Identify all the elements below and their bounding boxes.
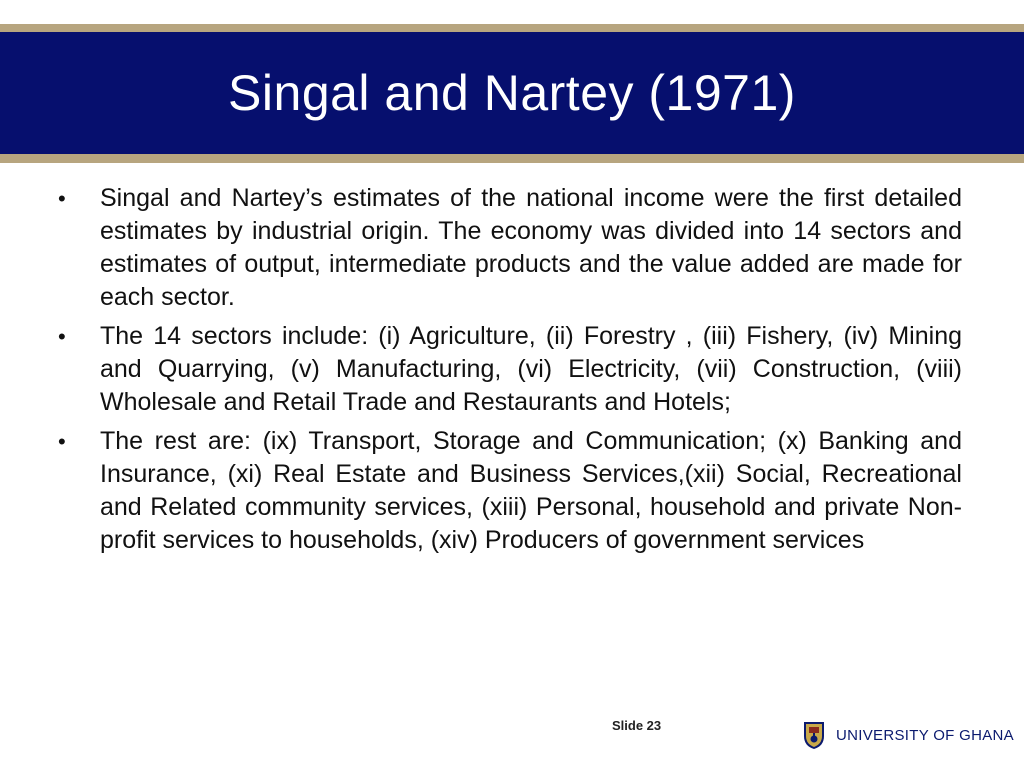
bullet-item (56, 182, 962, 314)
bullet-icon: • (58, 324, 66, 349)
bullet-item (56, 425, 962, 557)
slide-number: Slide 23 (612, 718, 662, 733)
top-accent-band (0, 24, 1024, 32)
bullet-item (56, 320, 962, 419)
bullet-list (56, 182, 962, 563)
bottom-accent-band (0, 154, 1024, 163)
bullet-icon: • (58, 429, 66, 454)
bullet-icon: • (58, 186, 66, 211)
university-name: UNIVERSITY OF GHANA (836, 726, 1014, 744)
university-crest-icon (802, 720, 826, 750)
bullet-text: Singal and Nartey’s estimates of the national income were the first detailed estimates by industrial origin. The economy was divided into 14 sectors and estimates of output, intermediate products and the value added are made for each sector. (100, 184, 962, 311)
university-logo (802, 718, 1014, 752)
slide-title: Singal and Nartey (1971) (228, 65, 796, 121)
bullet-text: The 14 sectors include: (i) Agriculture, (ii) Forestry , (iii) Fishery, (iv) Mining and Quarrying, (v) Manufacturing, (vi) Electricity, (vii) Construction, (viii) Wholesale and Retail Trade and Restaurants and Hotels; (100, 322, 962, 416)
bullet-text: The rest are: (ix) Transport, Storage and Communication; (x) Banking and Insurance, (xi) Real Estate and Business Services,(xii) Social, Recreational and Related community services, (xiii) Personal, household and private Non-profit services to households, (xiv) Producers of government services (100, 427, 962, 554)
